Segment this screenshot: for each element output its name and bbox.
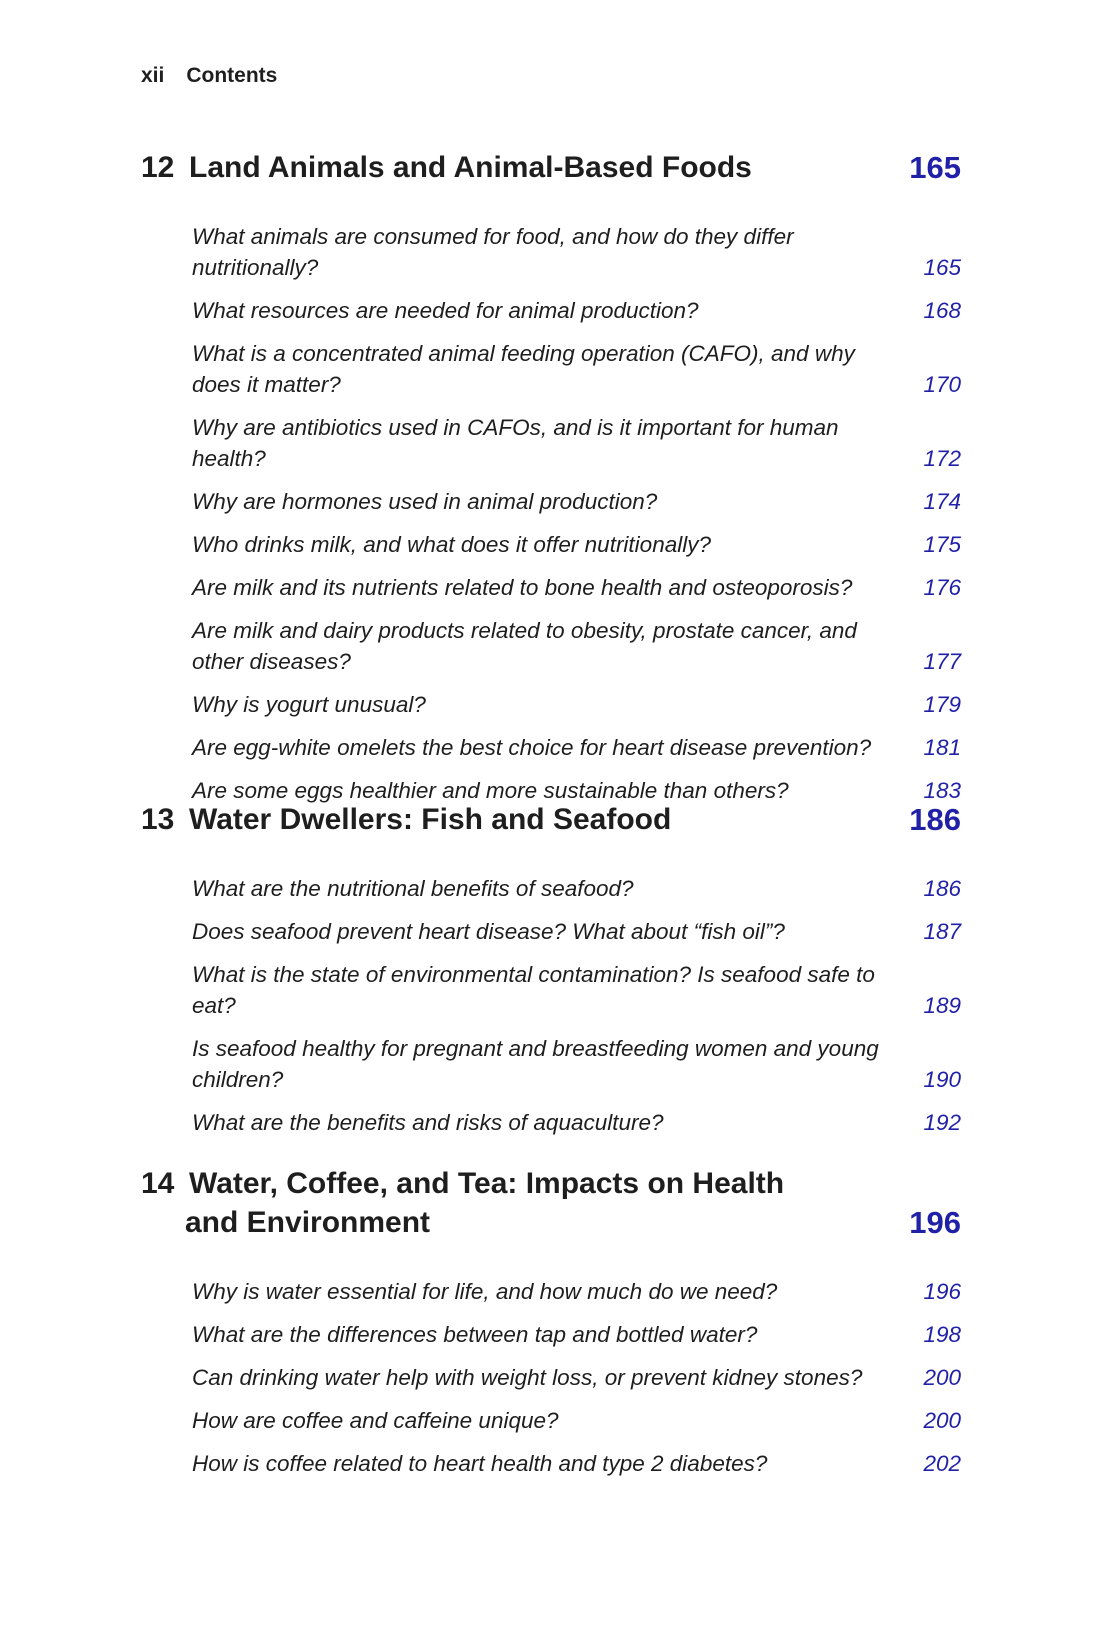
toc-entry-text: Are milk and its nutrients related to bone health and osteoporosis? bbox=[192, 575, 853, 600]
toc-entry[interactable] bbox=[141, 916, 961, 947]
toc-entry[interactable] bbox=[141, 572, 961, 603]
chapter-page-number: 196 bbox=[909, 1205, 961, 1240]
chapter-page-number: 186 bbox=[909, 802, 961, 837]
toc-entry-page: 183 bbox=[923, 778, 961, 803]
toc-entry-text: What is the state of environmental contamination? Is seafood safe to eat? bbox=[192, 962, 875, 1018]
toc-entry-text: Are milk and dairy products related to obesity, prostate cancer, and other diseases? bbox=[192, 618, 857, 674]
chapter-title bbox=[185, 1164, 961, 1242]
toc-entry-text: What are the benefits and risks of aquaculture? bbox=[192, 1110, 664, 1135]
toc-entry-page: 176 bbox=[923, 575, 961, 600]
toc-entry-text: What animals are consumed for food, and how do they differ nutritionally? bbox=[192, 224, 794, 280]
toc-entry-page: 200 bbox=[923, 1408, 961, 1433]
toc-entry-text: Are egg-white omelets the best choice for heart disease prevention? bbox=[192, 735, 872, 760]
toc-entry[interactable] bbox=[141, 959, 961, 1021]
toc-entry[interactable] bbox=[141, 1107, 961, 1138]
toc-entry-text: What are the nutritional benefits of seafood? bbox=[192, 876, 634, 901]
toc-entry[interactable] bbox=[141, 1319, 961, 1350]
toc-entry[interactable] bbox=[141, 615, 961, 677]
toc-entry-page: 202 bbox=[923, 1451, 961, 1476]
chapter-13 bbox=[141, 800, 961, 1150]
toc-entry[interactable] bbox=[141, 221, 961, 283]
question-list bbox=[141, 873, 961, 1138]
toc-entry-page: 200 bbox=[923, 1365, 961, 1390]
toc-entry-page: 175 bbox=[923, 532, 961, 557]
toc-entry-text: Does seafood prevent heart disease? What about “fish oil”? bbox=[192, 919, 785, 944]
running-head-title: Contents bbox=[186, 64, 278, 87]
toc-entry-text: Is seafood healthy for pregnant and breastfeeding women and young children? bbox=[192, 1036, 879, 1092]
toc-entry[interactable] bbox=[141, 1033, 961, 1095]
page-folio: xii bbox=[141, 64, 165, 87]
toc-entry[interactable] bbox=[141, 689, 961, 720]
toc-entry-text: Why is water essential for life, and how much do we need? bbox=[192, 1279, 778, 1304]
toc-entry[interactable] bbox=[141, 1448, 961, 1479]
running-head bbox=[141, 64, 277, 88]
chapter-heading[interactable] bbox=[141, 148, 961, 187]
toc-entry[interactable] bbox=[141, 732, 961, 763]
toc-entry-page: 168 bbox=[923, 298, 961, 323]
toc-entry-page: 192 bbox=[923, 1110, 961, 1135]
toc-entry-page: 181 bbox=[923, 735, 961, 760]
chapter-number: 14 bbox=[141, 1167, 175, 1200]
toc-entry-page: 170 bbox=[923, 372, 961, 397]
toc-entry[interactable] bbox=[141, 873, 961, 904]
toc-entry-text: What resources are needed for animal production? bbox=[192, 298, 699, 323]
chapter-number: 12 bbox=[141, 151, 175, 184]
toc-entry[interactable] bbox=[141, 338, 961, 400]
chapter-number: 13 bbox=[141, 803, 175, 836]
toc-entry-text: Why are antibiotics used in CAFOs, and is it important for human health? bbox=[192, 415, 839, 471]
toc-entry-text: Why is yogurt unusual? bbox=[192, 692, 426, 717]
chapter-12 bbox=[141, 148, 961, 818]
question-list bbox=[141, 1276, 961, 1479]
toc-entry[interactable] bbox=[141, 412, 961, 474]
toc-entry[interactable] bbox=[141, 486, 961, 517]
toc-entry-page: 196 bbox=[923, 1279, 961, 1304]
toc-entry-text: What are the differences between tap and bottled water? bbox=[192, 1322, 758, 1347]
chapter-title-line-1: Water, Coffee, and Tea: Impacts on Health bbox=[189, 1167, 785, 1200]
toc-entry-page: 172 bbox=[923, 446, 961, 471]
toc-entry-text: Why are hormones used in animal production? bbox=[192, 489, 658, 514]
toc-entry-page: 177 bbox=[923, 649, 961, 674]
toc-entry-text: Can drinking water help with weight loss, or prevent kidney stones? bbox=[192, 1365, 863, 1390]
toc-entry-text: Are some eggs healthier and more sustainable than others? bbox=[192, 778, 789, 803]
toc-entry-page: 198 bbox=[923, 1322, 961, 1347]
chapter-heading[interactable] bbox=[141, 800, 961, 839]
chapter-heading[interactable] bbox=[141, 1164, 961, 1242]
toc-entry-page: 186 bbox=[923, 876, 961, 901]
toc-entry-text: What is a concentrated animal feeding operation (CAFO), and why does it matter? bbox=[192, 341, 855, 397]
toc-entry-text: Who drinks milk, and what does it offer nutritionally? bbox=[192, 532, 711, 557]
toc-entry[interactable] bbox=[141, 1362, 961, 1393]
chapter-14 bbox=[141, 1164, 961, 1491]
chapter-title: Land Animals and Animal-Based Foods bbox=[189, 151, 752, 184]
chapter-page-number: 165 bbox=[909, 150, 961, 185]
toc-entry-page: 179 bbox=[923, 692, 961, 717]
chapter-title-line-2: and Environment bbox=[185, 1206, 431, 1239]
toc-entry-page: 187 bbox=[923, 919, 961, 944]
question-list bbox=[141, 221, 961, 806]
toc-entry[interactable] bbox=[141, 529, 961, 560]
toc-entry-text: How are coffee and caffeine unique? bbox=[192, 1408, 559, 1433]
toc-entry-page: 174 bbox=[923, 489, 961, 514]
toc-entry[interactable] bbox=[141, 1276, 961, 1307]
toc-entry-page: 189 bbox=[923, 993, 961, 1018]
toc-entry-page: 165 bbox=[923, 255, 961, 280]
toc-entry-page: 190 bbox=[923, 1067, 961, 1092]
toc-entry[interactable] bbox=[141, 295, 961, 326]
toc-entry-text: How is coffee related to heart health and type 2 diabetes? bbox=[192, 1451, 768, 1476]
chapter-title: Water Dwellers: Fish and Seafood bbox=[189, 803, 672, 836]
toc-entry[interactable] bbox=[141, 1405, 961, 1436]
